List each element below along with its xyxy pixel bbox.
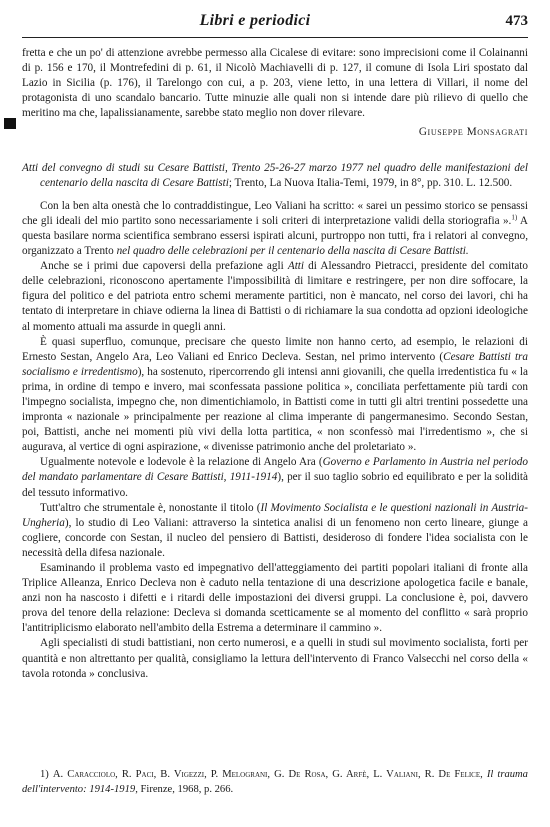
text-run: Con la ben alta onestà che lo contraddistingue, Leo Valiani ha scritto: « sarei un pessimo storico se pensassi che gli ideali del mio partito sono necessariamente i soli criteri di interpretazione validi della storiografia ». bbox=[22, 199, 528, 227]
margin-marker bbox=[4, 118, 16, 129]
review-paragraph-7: Agli specialisti di studi battistiani, non certo numerosi, e a quelli in studi sul movimento socialista, forti per quantità e non altrettanto per qualità, consigliamo la lettura dell'intervento di Franco Valsecchi nel corso della « tavola rotonda » conclusiva. bbox=[22, 637, 528, 680]
text-run-italic: Atti bbox=[287, 260, 305, 273]
main-text bbox=[22, 46, 528, 682]
text-run-italic: Cesare Battisti tra socialismo e irredentismo bbox=[22, 350, 528, 378]
footnote-1 bbox=[22, 768, 528, 797]
footnote-marker: 1) bbox=[40, 769, 49, 780]
footnote-authors: A. Caracciolo, R. Paci, B. Vigezzi, P. Melograni, G. De Rosa, G. Arfè, L. Valiani, R. De Felice, bbox=[52, 769, 483, 780]
footnote-block bbox=[22, 768, 528, 797]
text-run: Anche se i primi due capoversi della prefazione agli bbox=[40, 260, 288, 273]
review-paragraph-4 bbox=[22, 455, 528, 500]
text-run: ), lo studio di Leo Valiani: attraverso la sintetica analisi di un fenomeno non certo lineare, giunge a cogliere, concorde con Sestan, il nucleo del pensiero di Battisti, desideroso di fondere l'idea socialista con le necessità della difesa nazionale. bbox=[22, 516, 528, 559]
text-run: ), ha sostenuto, ripercorrendo gli intensi anni giovanili, che quella irredentistica fu « la prima, in ordine di tempo e invero, mai sconfessata passione politica », conciliata perfettamente più tardi con l'impegno socialista, impegno che, non dimentichiamolo, in Battisti come in tutti gli altri trentini possedette una impronta « nazionale » principalmente per reazione al clima imperante di pangermanesimo. Secondo Sestan, poi, Battisti, anche nei momenti più vivi della lotta partitica, « non sconfessò mai l'irredentismo », che si augurava, al vertice di ogni aspirazione, « divenisse patrimonio anche del proletariato ». bbox=[22, 365, 528, 454]
text-run-italic: Governo e Parlamento in Austria nel periodo del mandato parlamentare di Cesare Battisti, 1911-1914 bbox=[22, 456, 528, 484]
text-run: Ugualmente notevole e lodevole è la relazione di Angelo Ara ( bbox=[40, 456, 323, 469]
review-paragraph-2 bbox=[22, 259, 528, 334]
footnote-tail: , Firenze, 1968, p. 266. bbox=[135, 783, 234, 795]
text-run: di Alessandro Pietracci, presidente del comitato delle celebrazioni, riconoscono apertamente l'impossibilità di limitare e restringere, per non dire soffocare, la figura del politico e del patriota entro schemi meramente partitici, non è mancato, nel corso dei lavori, chi ha tentato di interpretare in chiave odierna la linea di Battisti o di richiamare la sua condotta ad opzioni ideologiche al momento attuali ma assurde in quegli anni. bbox=[22, 260, 528, 333]
text-run: Tutt'altro che strumentale è, nonostante il titolo ( bbox=[40, 501, 261, 514]
review-heading bbox=[22, 161, 528, 191]
footnote-title: Il trauma dell'intervento: 1914-1919 bbox=[22, 769, 528, 795]
review-paragraph-6: Esaminando il problema vasto ed impegnativo dell'atteggiamento dei partiti popolari italiani di fronte alla Triplice Alleanza, Enrico Decleva non è caduto nella tentazione di una descrizione apologetica facile e banale, anzi non ha nascosto i difetti e i ritardi delle impostazioni dei diversi gruppi. La conclusione è, poi, davvero prova del tenore della relazione: Decleva si domanda scetticamente se al momento del conflitto « sarà proprio l'antitriplicismo elaborato nell'ambito della Estrema a determinare il cammino ». bbox=[22, 562, 528, 635]
text-run: ), per il suo taglio sobrio ed equilibrato e per la solidità del tessuto informativo. bbox=[22, 471, 528, 499]
text-run-italic: nel quadro delle celebrazioni per il centenario della nascita di Cesare Battisti. bbox=[116, 245, 469, 258]
review-book-title: Atti del convegno di studi su Cesare Battisti, Trento 25-26-27 marzo 1977 nel quadro delle manifestazioni del centenario della nascita di Cesare Battisti bbox=[22, 161, 528, 189]
review-paragraph-5 bbox=[22, 501, 528, 561]
review-publication-info: ; Trento, La Nuova Italia-Temi, 1979, in 8°, pp. 310. L. 12.500. bbox=[228, 176, 513, 189]
page-number: 473 bbox=[505, 13, 528, 29]
running-title: Libri e periodici bbox=[199, 12, 311, 29]
header-rule bbox=[22, 37, 528, 38]
text-run-italic: Il Movimento Socialista e le questioni nazionali in Austria-Ungheria bbox=[22, 501, 528, 529]
running-header bbox=[22, 12, 528, 32]
footnote-ref: 1) bbox=[511, 213, 518, 222]
text-run: È quasi superfluo, comunque, precisare che questo limite non hanno certo, ad esempio, le relazioni di Ernesto Sestan, Angelo Ara, Leo Valiani ed Enrico Decleva. Sestan, nel primo intervento ( bbox=[22, 335, 528, 363]
review-paragraph-3 bbox=[22, 335, 528, 456]
review-paragraph-1 bbox=[22, 199, 528, 259]
reviewer-signature: Giuseppe Monsagrati bbox=[418, 126, 528, 139]
review-body bbox=[22, 199, 528, 682]
text-run: A questa basilare norma scientifica sembrano essersi ispirati alcuni, purtroppo non tutti, fra i relatori al convegno, organizzato a Trento bbox=[22, 214, 528, 258]
carryover-paragraph: fretta e che un po' di attenzione avrebbe permesso alla Cicalese di evitare: sono imprecisioni come il Colainanni di p. 156 e 170, il Montrefedini di p. 61, il Nicolò Machiavelli di p. 127, il comune di Isola Liri spostato dal Lazio in Sicilia (p. 176), il Tarelongo con cui, a p. 203, viene letto, in una lettera di Villari, il nome del protagonista di uno scandalo bancario. Tutte minuzie alle quali non si intende dare più rilievo di quello che meritino ma che, lapalissianamente, sarebbe stato meglio non dover rilevare. bbox=[22, 47, 528, 120]
